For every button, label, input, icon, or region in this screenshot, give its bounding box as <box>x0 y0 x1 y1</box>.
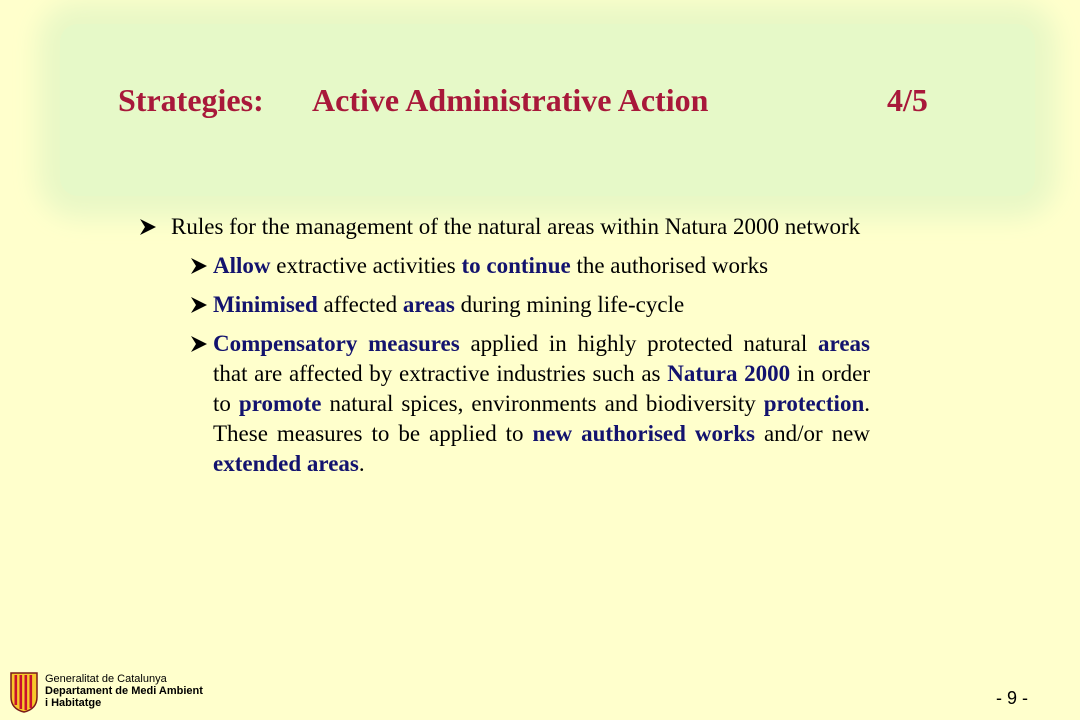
highlighted-text: areas <box>818 331 870 356</box>
body-text: . <box>358 451 365 476</box>
page-number: - 9 - <box>995 688 1028 708</box>
arrowhead-bullet-icon <box>189 256 209 276</box>
highlighted-text: Natura 2000 <box>667 361 791 386</box>
body-text: affected <box>317 292 403 317</box>
arrowhead-bullet-icon <box>138 217 158 237</box>
body-text: and/or new <box>754 421 870 446</box>
sub-bullet-item <box>138 251 870 281</box>
highlighted-text: new authorised works <box>532 421 755 446</box>
title-main: Active Administrative Action <box>312 82 709 118</box>
highlighted-text: protection <box>763 391 865 416</box>
arrowhead-bullet-icon <box>189 334 209 354</box>
body-text: . These measures to be applied to <box>213 391 870 446</box>
title-prefix: Strategies: <box>118 82 264 118</box>
body-text: the authorised works <box>570 253 769 278</box>
highlighted-text: Allow <box>213 253 271 278</box>
arrowhead-bullet-icon <box>189 295 209 315</box>
catalonia-coat-of-arms-icon <box>9 671 39 713</box>
org-name: Generalitat de Catalunya <box>45 673 167 685</box>
body-text: extractive activities <box>270 253 462 278</box>
title-page-fraction: 4/5 <box>887 82 928 118</box>
footer-organization <box>45 673 203 709</box>
bullet-list <box>138 212 870 488</box>
sub-bullet-item <box>138 329 870 479</box>
body-text: Rules for the management of the natural areas within Natura 2000 network <box>171 214 861 239</box>
highlighted-text: promote <box>238 391 322 416</box>
dept-name-line1: Departament de Medi Ambient <box>45 685 203 697</box>
bullet-item <box>138 212 870 242</box>
highlighted-text: extended areas <box>213 451 359 476</box>
body-text: during mining life-cycle <box>454 292 685 317</box>
highlighted-text: to continue <box>461 253 571 278</box>
body-text: that are affected by extractive industries such as <box>213 361 668 386</box>
sub-bullet-item <box>138 290 870 320</box>
body-text: in order to <box>213 361 870 416</box>
body-text: natural spices, environments and biodiversity <box>321 391 764 416</box>
dept-name-line2: i Habitatge <box>45 697 102 709</box>
highlighted-text: areas <box>402 292 455 317</box>
body-text: applied in highly protected natural <box>459 331 819 356</box>
highlighted-text: Compensatory measures <box>213 331 460 356</box>
highlighted-text: Minimised <box>213 292 318 317</box>
